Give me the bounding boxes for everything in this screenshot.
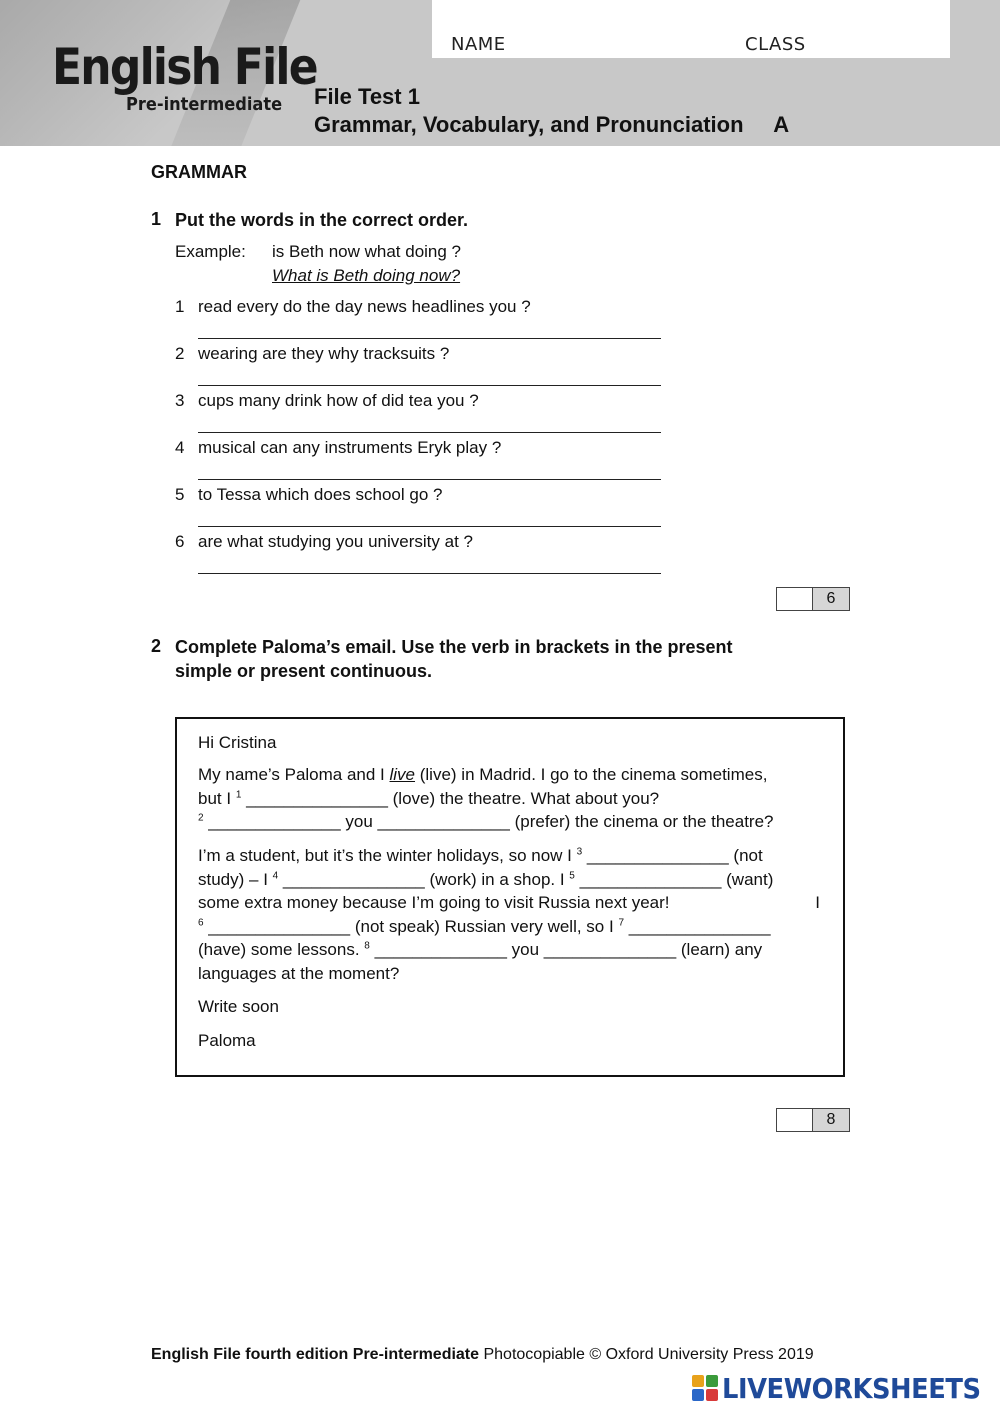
score-input[interactable]	[777, 1109, 813, 1131]
text-run: languages at the moment?	[198, 963, 400, 983]
email-greeting: Hi Cristina	[198, 733, 277, 752]
score-box-q2	[776, 1108, 850, 1132]
liveworksheets-logo	[692, 1372, 1000, 1404]
gap-number: 6	[198, 916, 204, 928]
test-title: File Test 1	[314, 84, 420, 109]
answer-line-5[interactable]	[198, 526, 661, 527]
email-closing: Write soon	[198, 997, 279, 1016]
class-label: CLASS	[745, 34, 806, 55]
liveworksheets-wordmark: LIVEWORKSHEETS	[722, 1371, 981, 1405]
question-2-instruction-1: Complete Paloma’s email. Use the verb in brackets in the present	[175, 637, 733, 657]
answer-line-4[interactable]	[198, 479, 661, 480]
brand-level: Pre-intermediate	[126, 94, 283, 115]
gap-number: 2	[198, 812, 204, 824]
item-number: 2	[175, 344, 185, 363]
item-number: 1	[175, 297, 185, 316]
item-text: to Tessa which does school go ?	[198, 485, 443, 504]
item-text: read every do the day news headlines you ?	[198, 297, 531, 316]
item-number: 6	[175, 532, 185, 551]
text-run: My name’s Paloma and I	[198, 765, 390, 784]
name-class-field[interactable]	[432, 0, 950, 58]
question-2-instruction-2: simple or present continuous.	[175, 661, 433, 681]
score-total: 6	[813, 588, 849, 610]
brand-logo: English File	[52, 38, 317, 96]
name-label: NAME	[451, 34, 506, 55]
gap-5[interactable]: _______________ (want)	[574, 869, 774, 889]
section-title: GRAMMAR	[151, 162, 247, 182]
score-total: 8	[813, 1109, 849, 1131]
score-input[interactable]	[777, 588, 813, 610]
score-box-q1	[776, 587, 850, 611]
example-label: Example:	[175, 242, 246, 261]
item-text: wearing are they why tracksuits ?	[198, 344, 450, 363]
item-number: 3	[175, 391, 185, 410]
answer-line-3[interactable]	[198, 432, 661, 433]
gap-6[interactable]: _______________ (not speak) Russian very well, so I	[203, 916, 619, 936]
footer	[151, 1346, 814, 1364]
answer-line-1[interactable]	[198, 338, 661, 339]
text-run: study) – I	[198, 869, 273, 889]
liveworksheets-icon	[692, 1375, 718, 1401]
email-paragraph-2	[198, 844, 828, 985]
example-gap: live	[389, 765, 416, 784]
question-1-number: 1	[151, 209, 162, 229]
text-run: but I	[198, 788, 236, 808]
gap-number: 1	[235, 788, 242, 800]
text-run: some extra money because I’m going to visit Russia next year!	[198, 893, 670, 912]
question-1-instruction: Put the words in the correct order.	[175, 210, 469, 230]
email-signature: Paloma	[198, 1031, 256, 1050]
gap-1[interactable]: _______________ (love) the theatre. What about you?	[241, 788, 660, 808]
example-words: is Beth now what doing ?	[272, 242, 462, 261]
test-subtitle: Grammar, Vocabulary, and Pronunciation A	[314, 112, 790, 137]
item-number: 4	[175, 438, 185, 457]
item-text: cups many drink how of did tea you ?	[198, 391, 479, 410]
gap-3[interactable]: _______________ (not	[582, 846, 763, 865]
email-paragraph-1	[198, 763, 828, 834]
gap-number: 8	[364, 940, 370, 952]
gap-number: 4	[272, 869, 279, 881]
item-number: 5	[175, 485, 185, 504]
gap-2[interactable]: ______________ you ______________ (prefer) the cinema or the theatre?	[203, 812, 774, 831]
item-text: are what studying you university at ?	[198, 532, 473, 551]
footer-copyright: Photocopiable © Oxford University Press 2019	[479, 1346, 814, 1363]
answer-line-2[interactable]	[198, 385, 661, 386]
text-run: (live) in Madrid. I go to the cinema sometimes,	[415, 765, 768, 784]
answer-line-6[interactable]	[198, 573, 661, 574]
question-2-number: 2	[151, 636, 162, 656]
text-run: I’m a student, but it’s the winter holidays, so now I	[198, 846, 577, 865]
gap-number: 5	[569, 869, 575, 881]
item-text: musical can any instruments Eryk play ?	[198, 438, 502, 457]
gap-4[interactable]: _______________ (work) in a shop. I	[278, 869, 570, 889]
text-run: I	[815, 893, 820, 912]
gap-number: 3	[576, 846, 583, 858]
text-run: (have) some lessons.	[198, 940, 365, 959]
gap-8[interactable]: ______________ you ______________ (learn) any	[369, 940, 763, 959]
footer-title: English File fourth edition Pre-intermediate	[151, 1346, 480, 1363]
gap-7[interactable]: _______________	[624, 916, 771, 936]
example-answer: What is Beth doing now?	[272, 266, 461, 285]
gap-number: 7	[618, 916, 624, 928]
